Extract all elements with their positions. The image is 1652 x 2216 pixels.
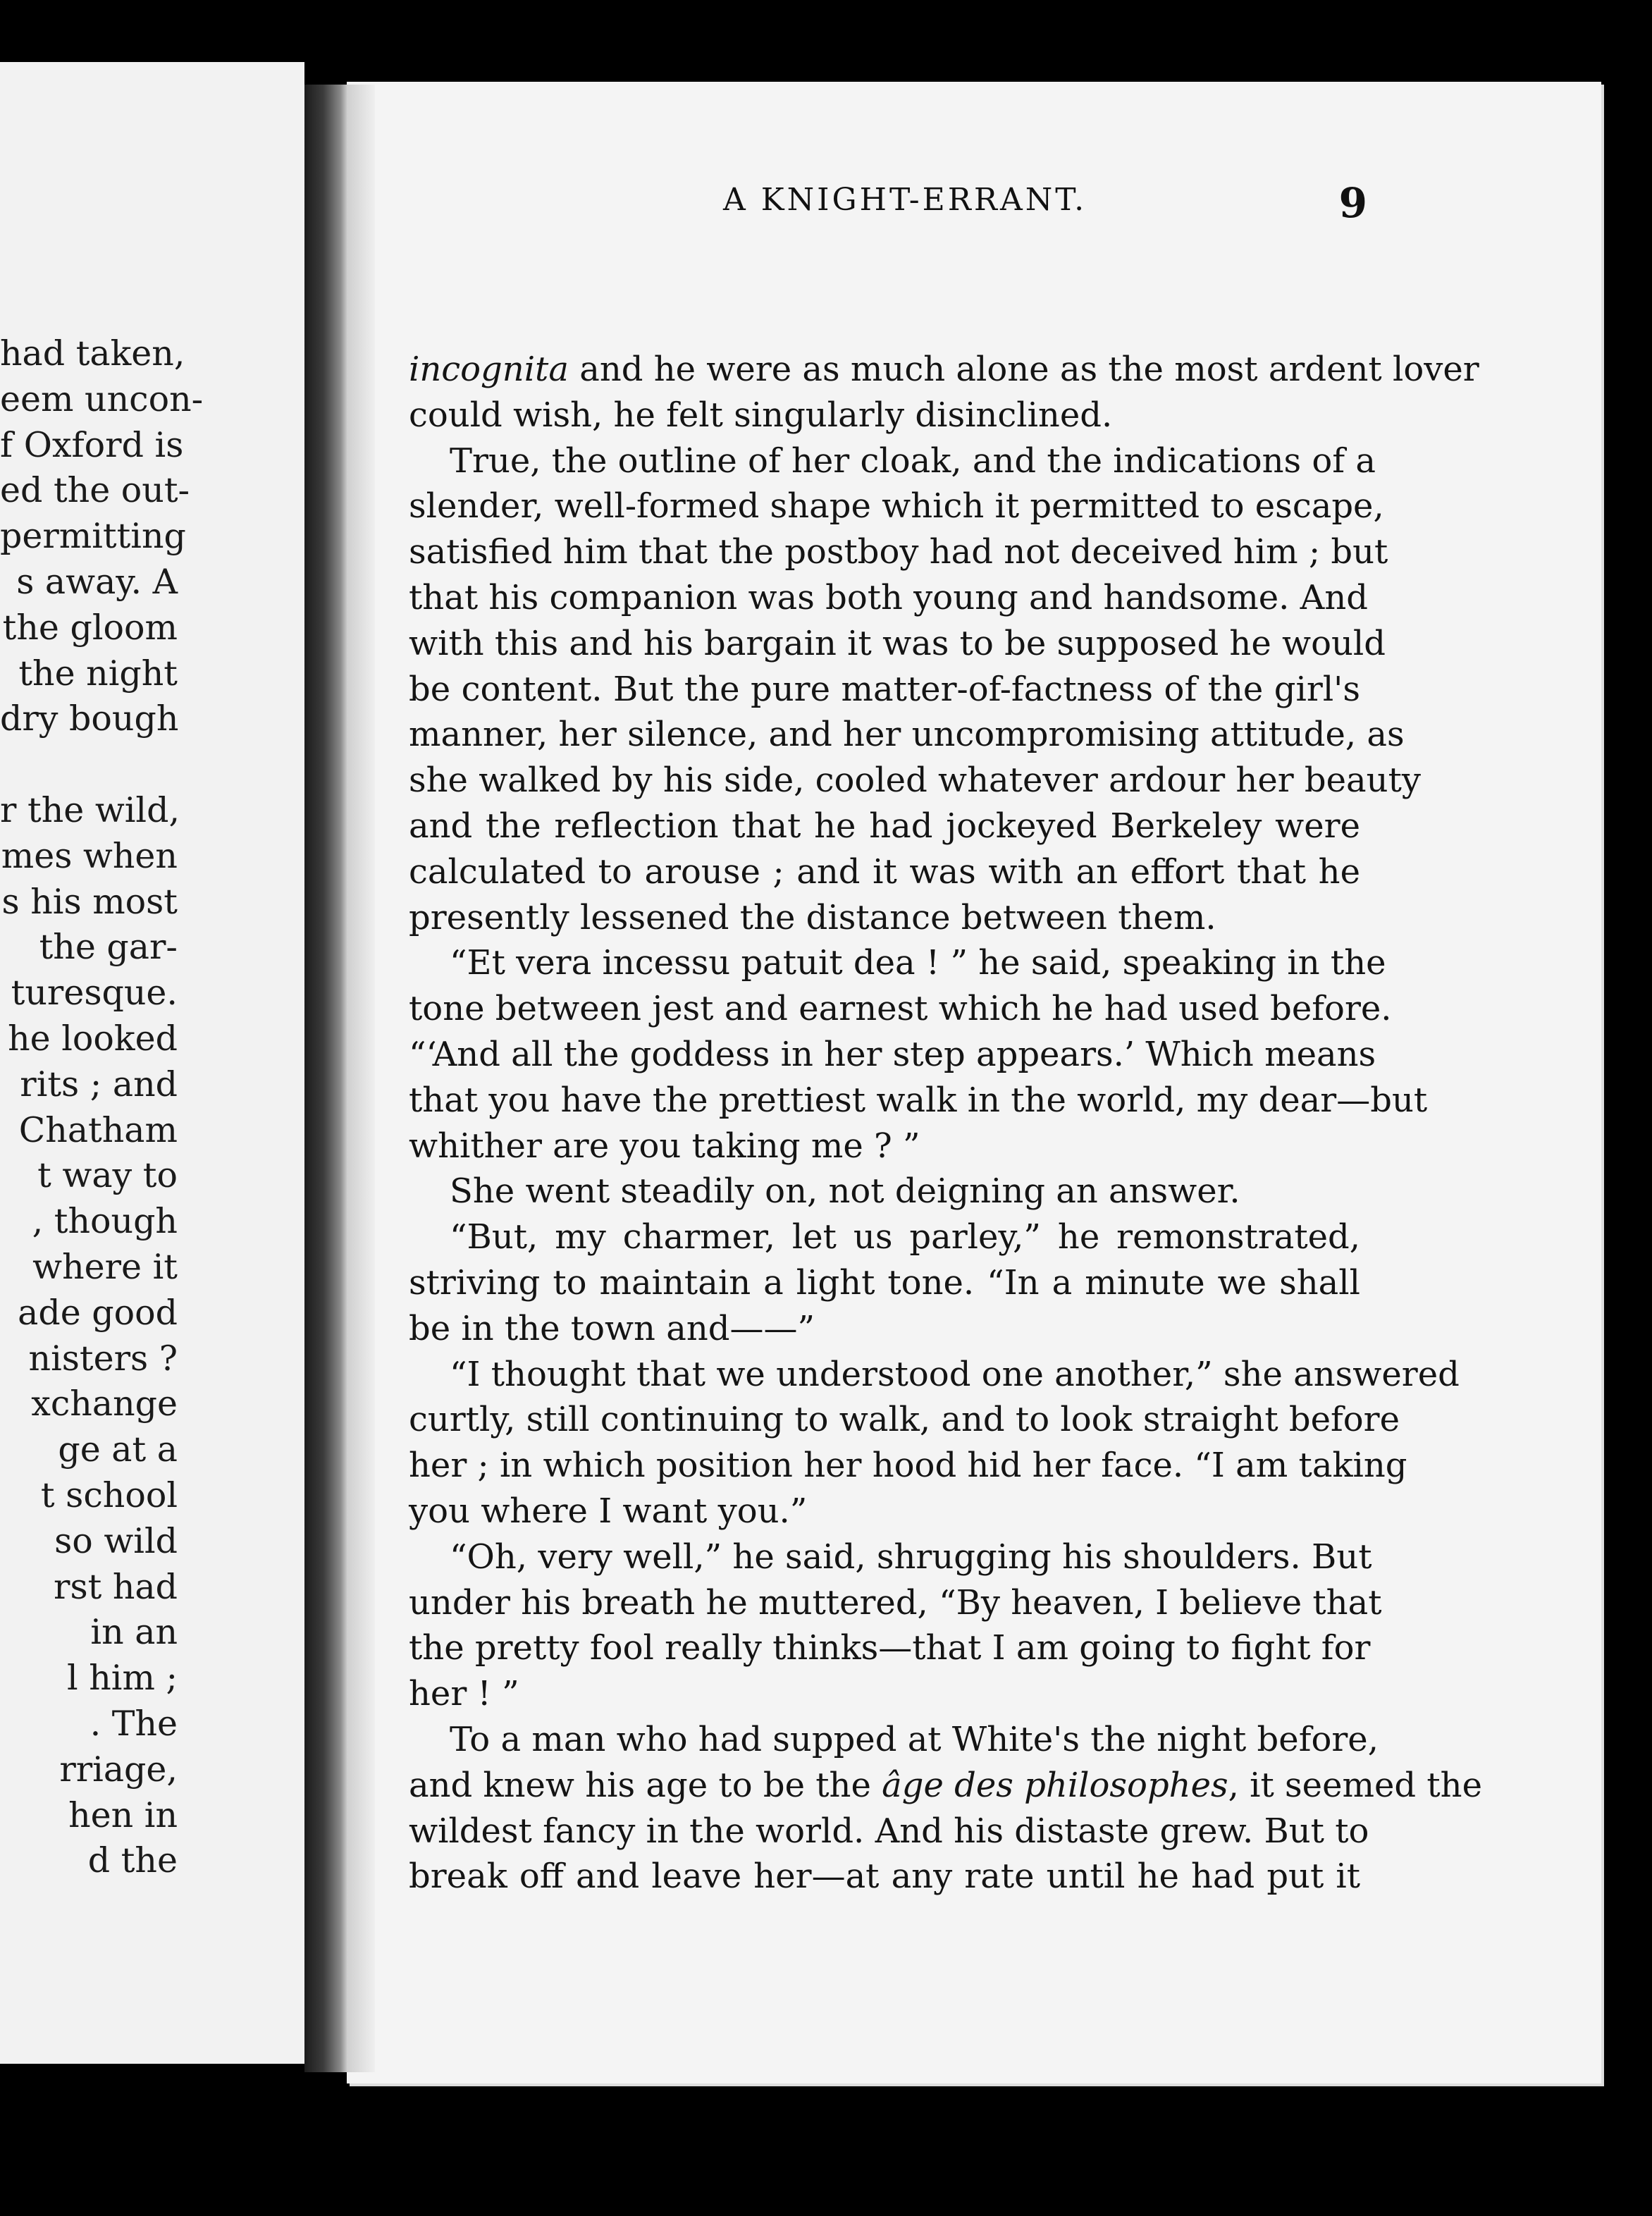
left-page-text [0,331,204,1884]
text-line: tone between jest and earnest which he had used before. [409,989,1392,1029]
paragraph-start: “I thought that we understood one another,” she answered [450,1354,1460,1394]
left-page-line: xchange [31,1384,178,1424]
text-line: be content. But the pure matter-of-factness of the girl's [409,669,1360,709]
text-span: , it seemed the [1228,1765,1482,1805]
left-page-line: r the wild, [0,789,180,830]
text-line: could wish, he felt singularly disinclined. [409,395,1113,435]
left-page-line: s away. A [16,561,178,602]
running-head: A KNIGHT-ERRANT. [723,182,1087,218]
text-line: her ; in which position her hood hid her face. “I am taking [409,1446,1407,1486]
text-line: be in the town and——” [409,1308,815,1348]
left-page-line: hen in [68,1795,178,1835]
left-page-line: dry bough [0,698,179,739]
text-line: that you have the prettiest walk in the world, my dear—but [409,1080,1428,1120]
left-page-line: rst had [54,1566,178,1607]
text-line: manner, her silence, and her uncompromising attitude, as [409,715,1405,755]
page-number: 9 [1338,179,1367,227]
text-line: striving to maintain a light tone. “In a minute we shall [409,1262,1360,1303]
left-page-line: the night [18,653,178,694]
left-page-line: t school [40,1475,178,1515]
left-page-line: the gar- [39,927,178,968]
left-page-line: he looked [8,1018,178,1059]
left-page-line: had taken, [0,333,185,374]
left-page-line: mes when [1,835,178,876]
left-page-line: s his most [1,881,178,922]
left-page-line: turesque. [11,973,178,1014]
text-line: curtly, still continuing to walk, and to look straight before [409,1400,1400,1440]
text-line: whither are you taking me ? ” [409,1126,920,1166]
paragraph-start: She went steadily on, not deigning an answer. [450,1171,1240,1212]
text-line: under his breath he muttered, “By heaven, I believe that [409,1582,1382,1623]
italic-word: incognita [409,350,569,389]
gutter-shade [347,85,375,2072]
text-line: she walked by his side, cooled whatever ardour her beauty [409,761,1421,801]
text-line: calculated to arouse ; and it was with an effort that he [409,851,1360,892]
text-line: slender, well-formed shape which it permitted to escape, [409,486,1384,527]
text-span: and knew his age to be the [409,1765,882,1805]
left-facing-page [0,62,304,2064]
text-line: the pretty fool really thinks—that I am going to fight for [409,1628,1371,1668]
text-line: “‘And all the goddess in her step appears.’ Which means [409,1034,1376,1074]
text-line: satisfied him that the postboy had not deceived him ; but [409,532,1388,572]
left-page-line [0,742,178,788]
left-page-line: d the [87,1840,178,1881]
left-page-line: nisters ? [28,1338,178,1379]
text-line: you where I want you.” [409,1491,808,1531]
paragraph-start: “But, my charmer, let us parley,” he remonstrated, [450,1217,1360,1257]
text-line [409,1763,1482,1809]
text-line: wildest fancy in the world. And his distaste grew. But to [409,1811,1369,1851]
left-page-line: rits ; and [20,1064,178,1104]
left-page-line: in an [90,1612,178,1653]
text-line: that his companion was both young and handsome. And [409,577,1368,617]
left-page-line: ade good [18,1292,178,1333]
text-line: break off and leave her—at any rate until he had put it [409,1857,1360,1897]
left-page-line: . The [90,1703,178,1744]
left-page-line: ed the out- [0,470,190,511]
text-line: with this and his bargain it was to be supposed he would [409,623,1386,663]
left-page-line: l him ; [66,1658,178,1699]
left-page-line: Chatham [18,1109,178,1150]
binding-gutter [304,85,347,2072]
left-page-line: so wild [54,1520,178,1561]
italic-phrase: âge des philosophes [882,1765,1228,1805]
paragraph-start: True, the outline of her cloak, and the indications of a [450,441,1376,481]
text-span: and he were as much alone as the most ardent lover [568,350,1479,389]
left-page-line: f Oxford is [0,424,184,465]
paragraph-start: “Et vera incessu patuit dea ! ” he said, speaking in the [450,943,1386,983]
left-page-line: the gloom [2,607,178,648]
paragraph-start: “Oh, very well,” he said, shrugging his shoulders. But [450,1537,1372,1577]
text-line: her ! ” [409,1674,519,1714]
left-page-line: permitting [0,516,186,557]
left-page-line: eem uncon- [0,378,204,419]
text-line: and the reflection that he had jockeyed Berkeley were [409,806,1360,846]
left-page-line: ge at a [58,1429,178,1470]
left-page-line: where it [32,1246,178,1287]
left-page-line: , though [32,1201,178,1242]
left-page-line: t way to [37,1155,178,1196]
paragraph-start: To a man who had supped at White's the night before, [450,1719,1379,1759]
text-line [409,347,1479,393]
page-header [374,179,1367,238]
body-text [409,347,1482,1900]
text-line: presently lessened the distance between them. [409,897,1216,937]
left-page-line: rriage, [59,1749,178,1790]
